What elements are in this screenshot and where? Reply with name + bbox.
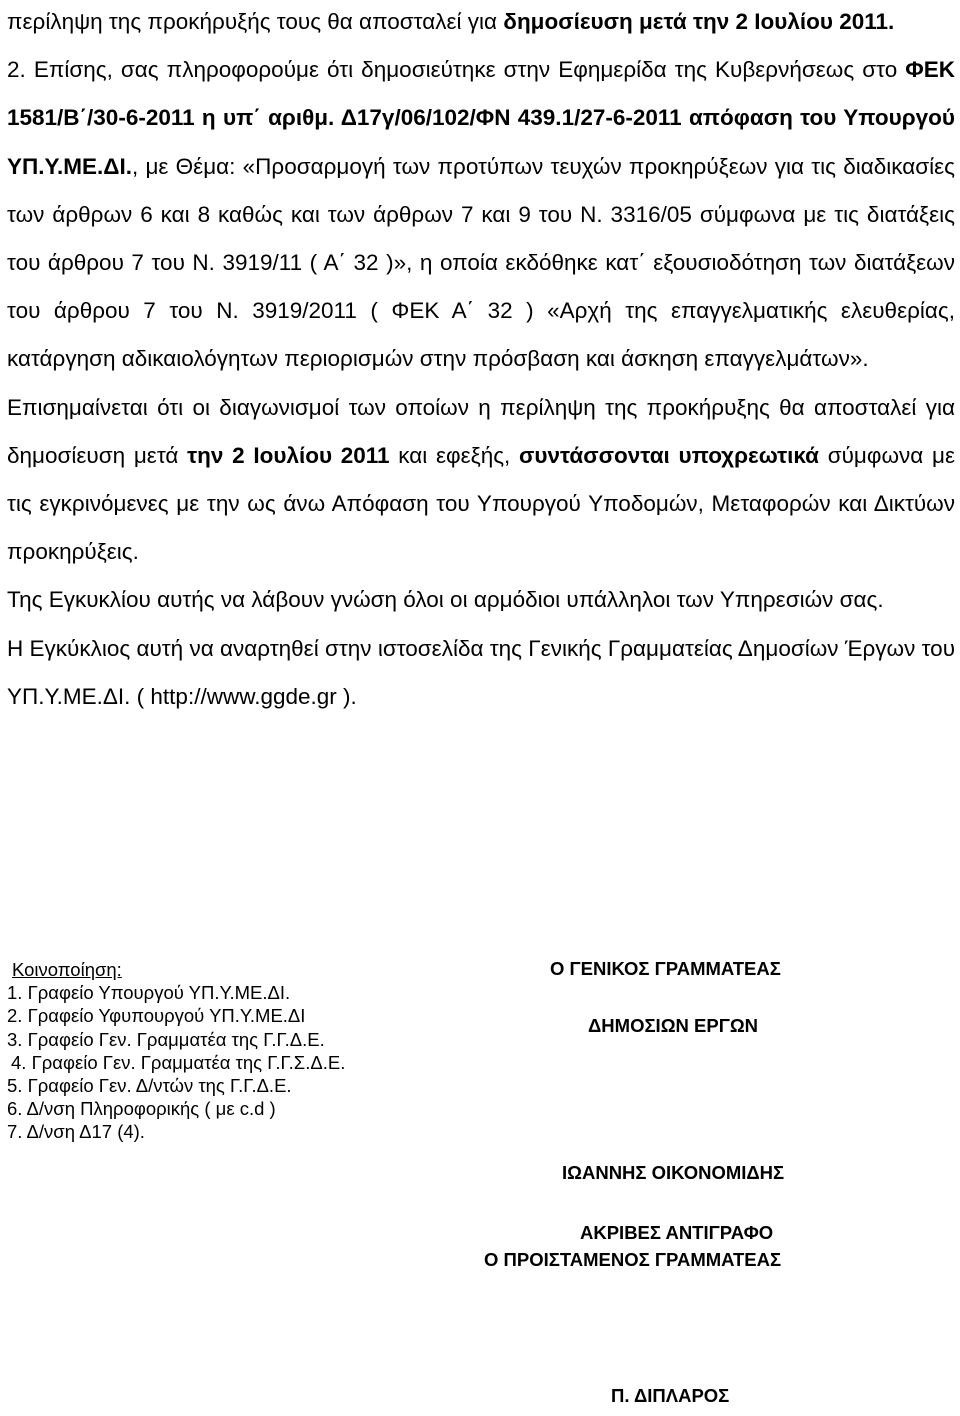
paragraph-3-text-b: και εφεξής, [389,442,520,468]
cc-item: 4. Γραφείο Γεν. Γραμματέα της Γ.Γ.Σ.Δ.Ε. [11,1051,346,1073]
cc-item: 2. Γραφείο Υφυπουργού ΥΠ.Υ.ΜΕ.ΔΙ [7,1005,306,1027]
paragraph-2-bold: ΦΕΚ 1581/Β΄/30-6-2011 η υπ΄ αριθμ. Δ17γ/06/102/ΦΝ 439.1/27-6-2011 απόφαση του Υπουργού ΥΠ.Υ.ΜΕ.ΔΙ. [7,57,955,179]
certified-copy-role: Ο ΠΡΟΙΣΤΑΜΕΝΟΣ ΓΡΑΜΜΑΤΕΑΣ [484,1249,782,1270]
paragraph-3-text-c: σύμφωνα με τις εγκρινόμενες με την ως άνω Απόφαση του Υπουργού Υποδομών, Μεταφορών και Δικτύων προκηρύξεις. [7,442,955,565]
cc-block [7,958,527,1144]
document-body [7,0,955,721]
paragraph-2 [7,46,955,383]
paragraph-3-bold-a: την 2 Ιουλίου 2011 [187,442,390,468]
paragraph-2-text-b: , με Θέμα: «Προσαρμογή των προτύπων τευχών προκηρύξεων για τις διαδικασίες των άρθρων 6 και 8 καθώς και των άρθρων 7 και 9 του Ν. 3316/05 σύμφωνα με τις διατάξεις του άρθρου 7 του Ν. 3919/11 ( Α΄ 32 )», η οποία εκδόθηκε κατ΄ εξουσιοδότηση των διατάξεων του άρθρου 7 του Ν. 3919/2011 ( ΦΕΚ Α΄ 32 ) «Αρχή της επαγγελματικής ελευθερίας, κατάργηση αδικαιολόγητων περιορισμών στην πρόσβαση και άσκηση επαγγελμάτων». [7,153,955,372]
paragraph-1 [7,0,955,46]
cc-item: 7. Δ/νση Δ17 (4). [7,1121,145,1143]
cc-item: 6. Δ/νση Πληροφορικής ( με c.d ) [7,1098,276,1120]
cc-item: 1. Γραφείο Υπουργού ΥΠ.Υ.ΜΕ.ΔΙ. [7,982,291,1004]
paragraph-2-text-a: 2. Επίσης, σας πληροφορούμε ότι δημοσιεύτηκε στην Εφημερίδα της Κυβερνήσεως στο [7,57,906,83]
signatory-role-line-1: Ο ΓΕΝΙΚΟΣ ΓΡΑΜΜΑΤΕΑΣ [550,958,781,979]
signatory-role-line-2: ΔΗΜΟΣΙΩΝ ΕΡΓΩΝ [588,1015,759,1036]
signatory-name: ΙΩΑΝΝΗΣ ΟΙΚΟΝΟΜΙΔΗΣ [562,1162,785,1183]
paragraph-1-bold: δημοσίευση μετά την 2 Ιουλίου 2011. [503,9,895,34]
paragraph-3 [7,384,955,577]
paragraph-3-bold-b: συντάσσονται υποχρεωτικά [519,442,819,468]
cc-item: 5. Γραφείο Γεν. Δ/ντών της Γ.Γ.Δ.Ε. [7,1075,292,1097]
cc-list [7,981,527,1143]
paragraph-4: Της Εγκυκλίου αυτής να λάβουν γνώση όλοι οι αρμόδιοι υπάλληλοι των Υπηρεσιών σας. [7,587,884,613]
paragraph-3-text-a: Επισημαίνεται ότι οι διαγωνισμοί των οποίων η περίληψη της προκήρυξης θα αποσταλεί για δημοσίευση μετά [7,394,955,468]
certified-copy-label: ΑΚΡΙΒΕΣ ΑΝΤΙΓΡΑΦΟ [580,1222,774,1243]
paragraph-1-text: περίληψη της προκήρυξής τους θα αποσταλεί για [7,9,504,34]
certified-copy-name: Π. ΔΙΠΛΑΡΟΣ [611,1385,730,1406]
cc-title: Κοινοποίηση: [12,959,122,980]
paragraph-5: Η Εγκύκλιος αυτή να αναρτηθεί στην ιστοσελίδα της Γενικής Γραμματείας Δημοσίων Έργων του ΥΠ.Υ.ΜΕ.ΔΙ. ( http://www.ggde.gr ). [7,635,955,709]
cc-item: 3. Γραφείο Γεν. Γραμματέα της Γ.Γ.Δ.Ε. [7,1028,325,1050]
